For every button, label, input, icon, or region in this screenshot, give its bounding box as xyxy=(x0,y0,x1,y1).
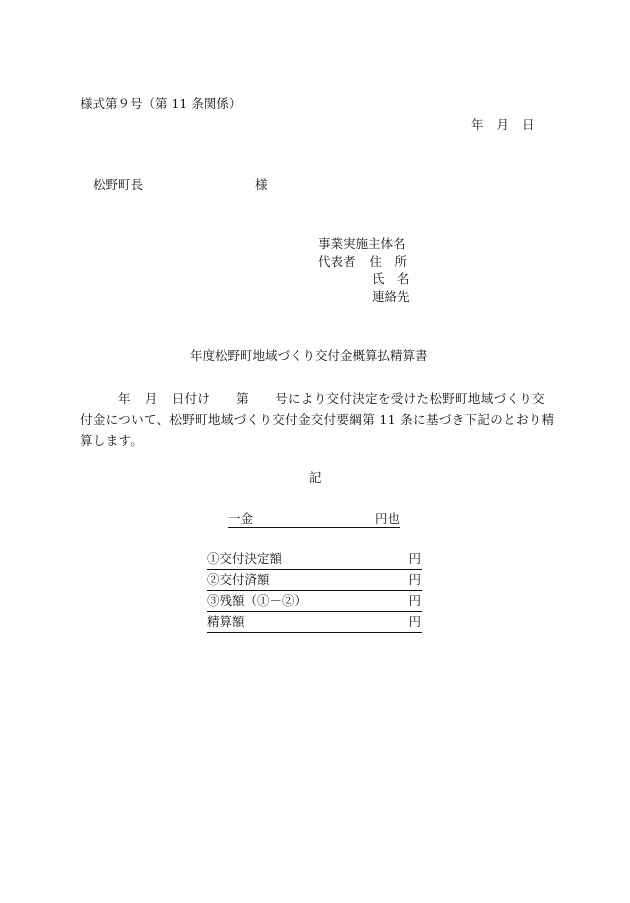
item-label: ③残額（①－②） xyxy=(207,593,308,608)
addressee xyxy=(93,177,268,193)
body-text: 号により交付決定を受けた松野町地域づくり交付金について、松野町地域づくり交付金交付要綱第 11 条に基づき下記のとおり精算します。 xyxy=(80,391,555,448)
document-title: 年度松野町地域づくり交付金概算払精算書 xyxy=(190,348,428,363)
addressee-name: 松野町長 xyxy=(93,177,144,192)
form-number: 様式第９号（第 11 条関係） xyxy=(80,96,242,111)
date-month: 月 xyxy=(496,117,510,132)
item-label: 精算額 xyxy=(207,614,245,629)
date-line xyxy=(471,117,535,133)
date-year: 年 xyxy=(471,117,484,132)
item-unit: 円 xyxy=(408,614,421,629)
item-row xyxy=(207,613,422,633)
name-label: 氏 名 xyxy=(372,271,410,286)
representative-label: 代表者 xyxy=(318,253,356,269)
item-unit: 円 xyxy=(408,593,421,608)
item-unit: 円 xyxy=(408,572,421,587)
item-label: ②交付済額 xyxy=(207,572,270,587)
amount-items xyxy=(207,550,422,634)
item-unit: 円 xyxy=(408,551,421,566)
applicant-block xyxy=(318,236,410,306)
body-dai: 第 xyxy=(236,391,250,406)
item-row xyxy=(207,571,422,591)
address-label: 住 所 xyxy=(369,253,408,269)
amount-prefix: 一金 xyxy=(228,511,254,526)
item-row xyxy=(207,550,422,570)
body-date-suffix: 日付け xyxy=(171,391,211,406)
body-month: 月 xyxy=(144,391,158,406)
amount-line xyxy=(228,511,400,528)
item-row xyxy=(207,592,422,612)
contact-label: 連絡先 xyxy=(372,288,410,304)
addressee-honorific: 様 xyxy=(255,177,268,192)
org-name-label: 事業実施主体名 xyxy=(318,236,406,251)
body-year: 年 xyxy=(118,391,131,406)
representative-address-row xyxy=(318,254,410,272)
body-paragraph xyxy=(80,388,555,451)
ki-heading: 記 xyxy=(309,470,322,485)
date-day: 日 xyxy=(522,117,535,132)
amount-suffix: 円也 xyxy=(374,511,400,526)
item-label: ①交付決定額 xyxy=(207,551,283,566)
